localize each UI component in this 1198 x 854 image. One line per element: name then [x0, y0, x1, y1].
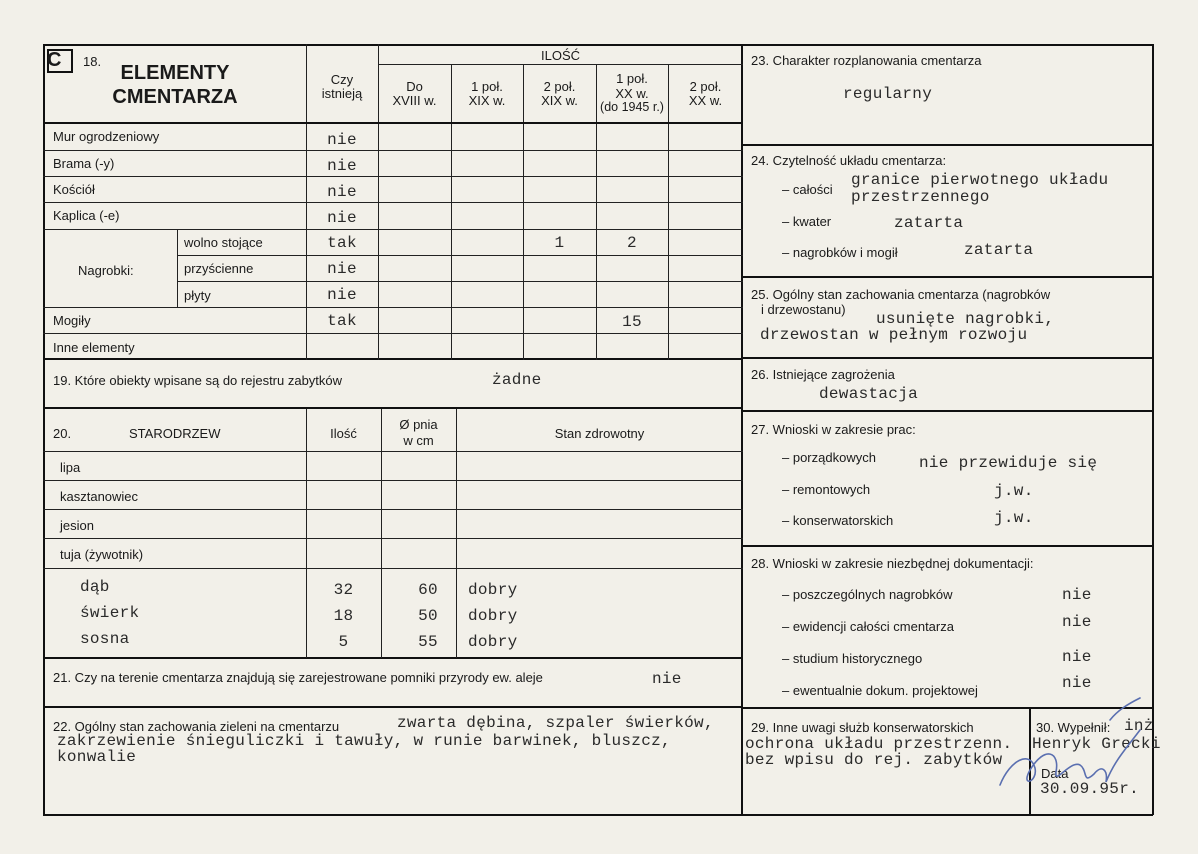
greenery-value-3: konwalie	[57, 748, 137, 766]
nature-monuments-value: nie	[652, 670, 682, 688]
tree-name: dąb	[80, 578, 110, 596]
legibility-quarters-value: zatarta	[894, 214, 964, 232]
tree-diameter: 60	[418, 581, 438, 599]
exists-value: nie	[327, 209, 357, 227]
tree-health: dobry	[468, 581, 518, 599]
works-label: 27. Wnioski w zakresie prac:	[751, 422, 916, 437]
date-label: Data	[1041, 766, 1069, 781]
legibility-graves-label: – nagrobków i mogił	[782, 245, 898, 260]
row-label: Mogiły	[53, 313, 91, 328]
tree-species-label: kasztanowiec	[60, 489, 139, 504]
exists-value: tak	[327, 234, 357, 252]
registry-value: żadne	[492, 371, 542, 389]
row-label: Brama (-y)	[53, 156, 115, 171]
col-diameter-header-2: w cm	[403, 433, 434, 448]
row-label: Mur ogrodzeniowy	[53, 129, 160, 144]
works-item-label: – remontowych	[782, 482, 871, 497]
section-18-title-2: CMENTARZA	[112, 86, 238, 108]
filled-by-name-1: inż	[1124, 717, 1154, 735]
greenery-value-2: zakrzewienie śnieguliczki i tawuły, w runie barwinek, bluszcz,	[57, 732, 671, 750]
row-label: Kaplica (-e)	[53, 208, 120, 223]
col-diameter-header-1: Ø pnia	[399, 417, 438, 432]
documentation-item-label: – studium historycznego	[782, 651, 923, 666]
qty-value: 2	[627, 234, 637, 252]
exists-value: nie	[327, 260, 357, 278]
greenery-value-1: zwarta dębina, szpaler świerków,	[397, 714, 714, 732]
condition-label-1: 25. Ogólny stan zachowania cmentarza (nagrobków	[751, 287, 1051, 302]
tree-health: dobry	[468, 633, 518, 651]
layout-label: 23. Charakter rozplanowania cmentarza	[751, 53, 982, 68]
legibility-whole-label: – całości	[782, 182, 833, 197]
tree-qty: 18	[333, 607, 354, 625]
documentation-item-value: nie	[1062, 613, 1092, 631]
works-item-label: – konserwatorskich	[782, 513, 894, 528]
period-header: (do 1945 r.)	[600, 100, 664, 114]
legibility-whole-value-1: granice pierwotnego układu	[851, 171, 1109, 189]
section-18-number: 18.	[83, 54, 102, 69]
exists-value: nie	[327, 157, 357, 175]
documentation-item-value: nie	[1062, 674, 1092, 692]
row-label: wolno stojące	[184, 235, 263, 250]
period-header: XIX w.	[468, 93, 506, 108]
date-value: 30.09.95r.	[1040, 780, 1140, 798]
legibility-label: 24. Czytelność układu cmentarza:	[751, 153, 947, 168]
documentation-item-value: nie	[1062, 648, 1092, 666]
tree-name: sosna	[80, 630, 130, 648]
works-item-value: nie przewiduje się	[919, 454, 1098, 472]
legibility-quarters-label: – kwater	[782, 214, 832, 229]
row-label: Inne elementy	[53, 340, 135, 355]
section-18-title-1: ELEMENTY	[120, 62, 230, 84]
exists-value: nie	[327, 286, 357, 304]
threats-value: dewastacja	[819, 385, 919, 403]
col-exists-header-1: Czy	[330, 72, 354, 87]
legibility-graves-value: zatarta	[964, 241, 1034, 259]
signature-drawing	[990, 690, 1150, 800]
filled-by-name-2: Henryk Grecki	[1032, 735, 1161, 753]
qty-value: 15	[622, 313, 642, 331]
tree-qty: 5	[338, 633, 349, 651]
documentation-item-value: nie	[1062, 586, 1092, 604]
col-health-header: Stan zdrowotny	[554, 426, 645, 441]
tree-diameter: 55	[418, 633, 438, 651]
exists-value: nie	[327, 131, 357, 149]
documentation-item-label: – poszczególnych nagrobków	[782, 587, 953, 602]
row-label: przyścienne	[184, 261, 254, 276]
period-header: 2 poł.	[689, 79, 722, 94]
col-qty-header: Ilość	[330, 426, 357, 441]
threats-label: 26. Istniejące zagrożenia	[751, 367, 895, 382]
period-header: XX w.	[615, 86, 649, 101]
condition-value-1: usunięte nagrobki,	[876, 310, 1055, 328]
nature-monuments-label: 21. Czy na terenie cmentarza znajdują się zarejestrowane pomniki przyrody ew. aleje	[53, 670, 543, 685]
works-item-value: j.w.	[994, 509, 1034, 527]
qty-value: 1	[554, 234, 565, 252]
conservator-notes-value-2: bez wpisu do rej. zabytków	[745, 751, 1003, 769]
col-exists-header-2: istnieją	[321, 86, 363, 101]
registry-label: 19. Które obiekty wpisane są do rejestru zabytków	[53, 373, 343, 388]
section-20-number: 20.	[53, 426, 72, 441]
condition-label-2: i drzewostanu)	[761, 302, 846, 317]
filled-by-label: 30. Wypełnił:	[1036, 720, 1111, 735]
layout-value: regularny	[843, 85, 933, 103]
greenery-label: 22. Ogólny stan zachowania zieleni na cmentarzu	[53, 719, 340, 734]
legibility-whole-value-2: przestrzennego	[851, 188, 990, 206]
group-label-graves: Nagrobki:	[78, 263, 134, 278]
period-header: XIX w.	[541, 93, 578, 108]
works-item-value: j.w.	[994, 482, 1034, 500]
tree-species-label: tuja (żywotnik)	[60, 547, 144, 562]
quantity-header: ILOŚĆ	[540, 48, 580, 63]
row-label: Kościół	[53, 182, 95, 197]
tree-name: świerk	[80, 604, 140, 622]
exists-value: nie	[327, 183, 357, 201]
period-header: 1 poł.	[616, 71, 648, 86]
tree-qty: 32	[333, 581, 354, 599]
conservator-notes-label: 29. Inne uwagi służb konserwatorskich	[751, 720, 974, 735]
period-header: 2 poł.	[543, 79, 576, 94]
documentation-item-label: – ewidencji całości cmentarza	[782, 619, 954, 634]
tree-health: dobry	[468, 607, 518, 625]
works-item-label: – porządkowych	[782, 450, 876, 465]
period-header: XVIII w.	[392, 93, 437, 108]
documentation-label: 28. Wnioski w zakresie niezbędnej dokumentacji:	[751, 556, 1034, 571]
documentation-item-label: – ewentualnie dokum. projektowej	[782, 683, 978, 698]
section-20-title: STARODRZEW	[129, 426, 221, 441]
period-header: Do	[406, 79, 423, 94]
tree-species-label: lipa	[60, 460, 81, 475]
exists-value: tak	[327, 312, 357, 330]
section-letter: C	[47, 49, 62, 71]
tree-species-label: jesion	[60, 518, 94, 533]
tree-diameter: 50	[418, 607, 438, 625]
row-label: płyty	[184, 288, 211, 303]
condition-value-2: drzewostan w pełnym rozwoju	[760, 326, 1028, 344]
period-header: XX w.	[688, 93, 723, 108]
period-header: 1 poł.	[471, 79, 503, 94]
conservator-notes-value-1: ochrona układu przestrzenn.	[745, 735, 1013, 753]
